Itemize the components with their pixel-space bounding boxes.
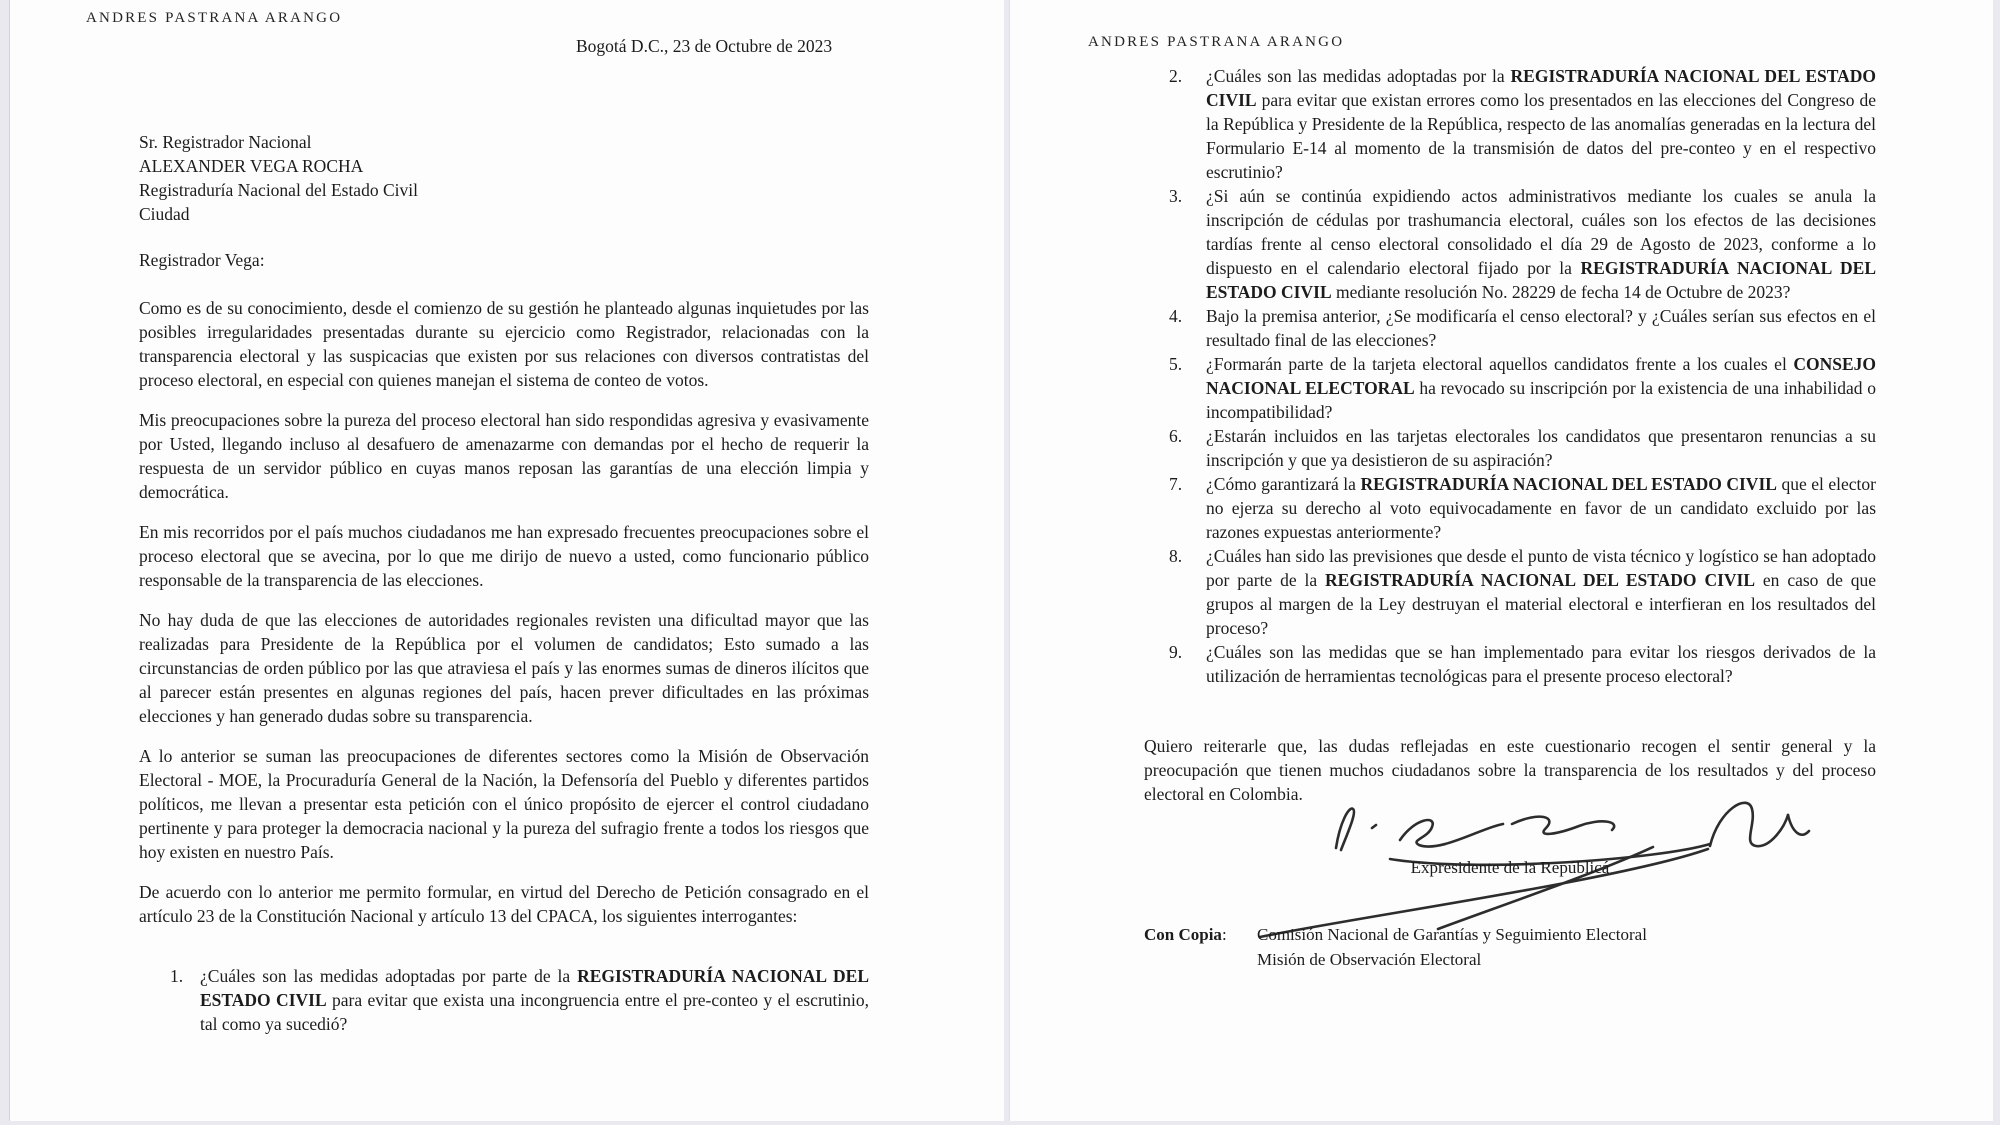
item-text: ¿Formarán parte de la tarjeta electoral aquellos candidatos frente a los cuales el CONSEJO NACIONAL ELECTORAL ha revocado su inscripción por la existencia de una inhabilidad o incompatibilidad? — [1206, 354, 1876, 422]
closing-paragraph: Quiero reiterarle que, las dudas reflejadas en este cuestionario recogen el sentir general y la preocupación que tienen muchos ciudadanos sobre la transparencia de los resultados y del proceso electoral en Colombia. — [1144, 736, 1876, 804]
letter-page-2 — [1009, 0, 1993, 1121]
salutation: Registrador Vega: — [139, 250, 265, 270]
item-text: ¿Estarán incluidos en las tarjetas electorales los candidatos que presentaron renuncias a su inscripción y que ya desistieron de su aspiración? — [1206, 426, 1876, 470]
recipient-line: Registraduría Nacional del Estado Civil — [139, 180, 418, 200]
date-line: Bogotá D.C., 23 de Octubre de 2023 — [576, 36, 833, 56]
question-item-8 — [1160, 544, 1876, 640]
item-text: Bajo la premisa anterior, ¿Se modificaría el censo electoral? y ¿Cuáles serían sus efectos en el resultado final de las elecciones? — [1206, 306, 1876, 350]
letterhead-name: ANDRES PASTRANA ARANGO — [86, 10, 343, 26]
item-number: 8. — [1169, 546, 1183, 566]
item-text: ¿Cuáles han sido las previsiones que desde el punto de vista técnico y logístico se han adoptado por parte de la REGISTRADURÍA NACIONAL DEL ESTADO CIVIL en caso de que grupos al margen de la Ley destruyan el material electoral e interfieran en los resultados del proceso? — [1206, 546, 1876, 638]
question-item-9 — [1160, 640, 1876, 688]
item-number: 9. — [1169, 642, 1183, 662]
carbon-copy-block — [1144, 922, 1647, 972]
question-item-6 — [1160, 424, 1876, 472]
recipient-line: ALEXANDER VEGA ROCHA — [139, 156, 364, 176]
signature-caption: Expresidente de la Repúblicá — [1410, 858, 1610, 877]
item-number: 4. — [1169, 306, 1183, 326]
cc-label: Con Copia: — [1144, 925, 1227, 944]
question-list — [1160, 64, 1876, 688]
item-number: 2. — [1169, 66, 1183, 86]
question-item-5 — [1160, 352, 1876, 424]
item-number: 1. — [170, 966, 184, 986]
recipient-line: Ciudad — [139, 204, 190, 224]
cc-item: Comisión Nacional de Garantías y Seguimiento Electoral — [1257, 925, 1647, 944]
question-item-7 — [1160, 472, 1876, 544]
paragraph: Mis preocupaciones sobre la pureza del proceso electoral han sido respondidas agresiva y evasivamente por Usted, llegando incluso al desafuero de amenazarme con demandas por el hecho de requerir la respuesta de un servidor público en cuyas manos reposan las garantías de una elección limpia y democrática. — [139, 410, 869, 502]
item-number: 3. — [1169, 186, 1183, 206]
letterhead-name: ANDRES PASTRANA ARANGO — [1088, 34, 1345, 50]
question-item-2 — [1160, 64, 1876, 184]
recipient-line: Sr. Registrador Nacional — [139, 132, 312, 152]
page-1-body — [139, 130, 869, 1036]
paragraph: Como es de su conocimiento, desde el comienzo de su gestión he planteado algunas inquietudes por las posibles irregularidades presentadas durante su ejercicio como Registrador, relacionadas con la transparencia electoral y las suspicacias que existen por sus relaciones con diversos contratistas del proceso electoral, en especial con quienes manejan el sistema de conteo de votos. — [139, 298, 869, 390]
question-item-4 — [1160, 304, 1876, 352]
paragraph: De acuerdo con lo anterior me permito formular, en virtud del Derecho de Petición consagrado en el artículo 23 de la Constitución Nacional y artículo 13 del CPACA, los siguientes interrogantes: — [139, 882, 869, 926]
cc-item: Misión de Observación Electoral — [1257, 950, 1482, 969]
question-item-3 — [1160, 184, 1876, 304]
item-number: 6. — [1169, 426, 1183, 446]
item-number: 7. — [1169, 474, 1183, 494]
item-text: ¿Cuáles son las medidas que se han implementado para evitar los riesgos derivados de la utilización de herramientas tecnológicas para el presente proceso electoral? — [1206, 642, 1876, 686]
paragraph: A lo anterior se suman las preocupaciones de diferentes sectores como la Misión de Observación Electoral - MOE, la Procuraduría General de la Nación, la Defensoría del Pueblo y diferentes partidos políticos, me llevan a presentar esta petición con el único propósito de ejercer el control ciudadano pertinente y para proteger la democracia nacional y la pureza del sufragio frente a todos los riesgos que hoy existen en nuestro País. — [139, 746, 869, 862]
letter-page-1 — [9, 0, 1004, 1121]
item-text: ¿Cuáles son las medidas adoptadas por la REGISTRADURÍA NACIONAL DEL ESTADO CIVIL para evitar que existan errores como los presentados en las elecciones del Congreso de la República y Presidente de la República, respecto de las anomalías generadas en la lectura del Formulario E-14 al momento de la transmisión de datos del pre-conteo y en el respectivo escrutinio? — [1206, 66, 1876, 182]
question-item-1 — [139, 964, 869, 1036]
cc-items — [1257, 922, 1647, 972]
paragraph: No hay duda de que las elecciones de autoridades regionales revisten una dificultad mayor que las realizadas para Presidente de la República por el volumen de candidatos; Esto sumado a las circunstancias de orden público por las que atraviesa el país y las enormes sumas de dineros ilícitos que al parecer están presentes en algunas regiones del país, hacen prever dificultades en las próximas elecciones y han generado dudas sobre su transparencia. — [139, 610, 869, 726]
recipient-block — [139, 130, 869, 226]
item-number: 5. — [1169, 354, 1183, 374]
item-text: ¿Si aún se continúa expidiendo actos administrativos mediante los cuales se anula la inscripción de cédulas por trashumancia electoral, cuáles son los efectos de las decisiones tardías frente al censo electoral consolidado el día 29 de Agosto de 2023, conforme a lo dispuesto en el calendario electoral fijado por la REGISTRADURÍA NACIONAL DEL ESTADO CIVIL mediante resolución No. 28229 de fecha 14 de Octubre de 2023? — [1206, 186, 1876, 302]
item-text: ¿Cuáles son las medidas adoptadas por parte de la REGISTRADURÍA NACIONAL DEL ESTADO CIVIL para evitar que exista una incongruencia entre el pre-conteo y el escrutinio, tal como ya sucedió? — [200, 966, 869, 1034]
paragraph: En mis recorridos por el país muchos ciudadanos me han expresado frecuentes preocupaciones sobre el proceso electoral que se avecina, por lo que me dirijo de nuevo a usted, como funcionario público responsable de la transparencia de las elecciones. — [139, 522, 869, 590]
item-text: ¿Cómo garantizará la REGISTRADURÍA NACIONAL DEL ESTADO CIVIL que el elector no ejerza su derecho al voto equivocadamente en favor de un candidato excluido por las razones expuestas anteriormente? — [1206, 474, 1876, 542]
